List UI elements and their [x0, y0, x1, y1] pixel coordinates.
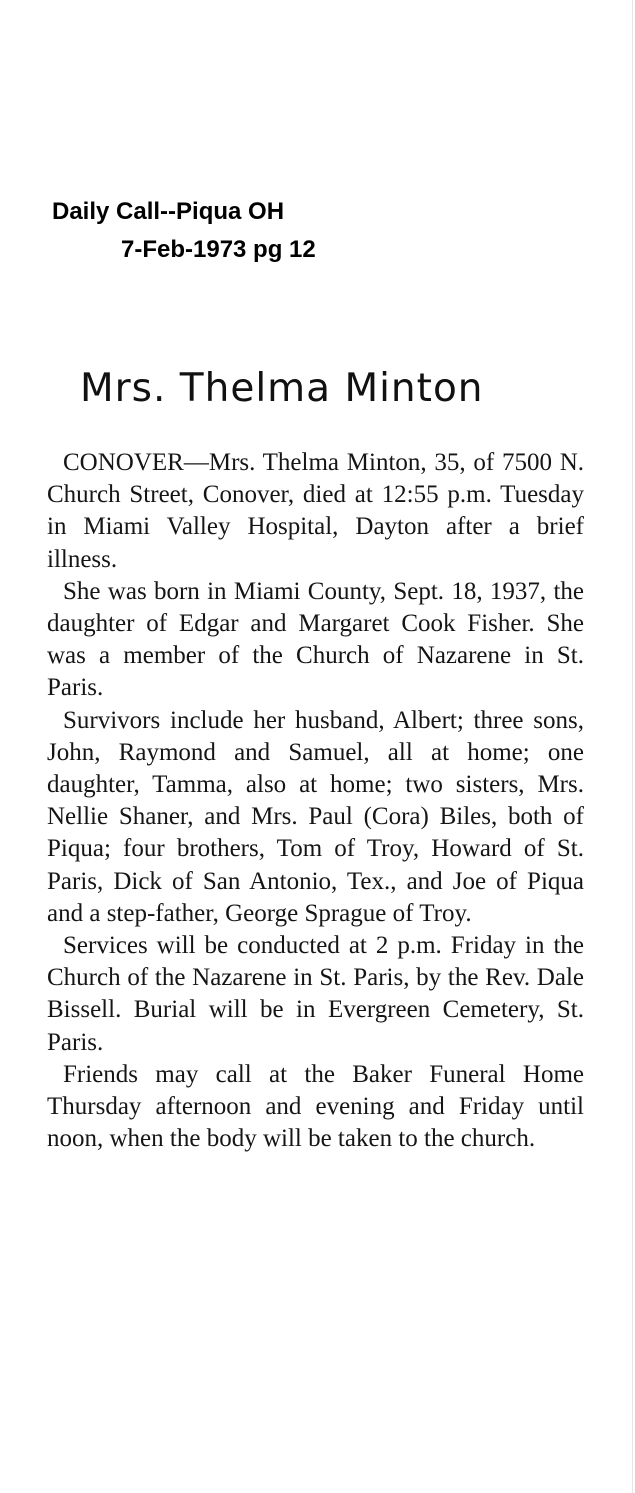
obituary-paragraph-survivors: Survivors include her husband, Albert; three sons, John, Raymond and Samuel, all at home; one daughter, Tamma, also at home; two sisters, Mrs. Nellie Shaner, and Mrs. Paul (Cora) Biles, both of Piqua; four brothers, Tom of Troy, Howard of St. Paris, Dick of San Antonio, Tex., and Joe of Piqua and a step-father, George Sprague of Troy.: [47, 706, 584, 927]
scan-edge-line: [632, 0, 633, 1493]
obituary-paragraph-birth: She was born in Miami County, Sept. 18, 1937, the daughter of Edgar and Margaret Cook Fisher. She was a member of the Church of Nazarene in St. Paris.: [47, 577, 584, 702]
source-date-page: 7-Feb-1973 pg 12: [121, 236, 316, 263]
obituary-paragraph-death-notice: CONOVER—Mrs. Thelma Minton, 35, of 7500 N. Church Street, Conover, died at 12:55 p.m. Tuesday in Miami Valley Hospital, Dayton after a brief illness.: [47, 449, 584, 573]
obituary-paragraph-visitation: Friends may call at the Baker Funeral Home Thursday afternoon and evening and Friday until noon, when the body will be taken to the church.: [47, 1060, 584, 1153]
obituary-paragraph-services: Services will be conducted at 2 p.m. Friday in the Church of the Nazarene in St. Paris, by the Rev. Dale Bissell. Burial will be in Evergreen Cemetery, St. Paris.: [47, 932, 584, 1056]
source-publication: Daily Call--Piqua OH: [52, 198, 285, 225]
obituary-headline: Mrs. Thelma Minton: [80, 366, 484, 411]
obituary-body: [47, 447, 584, 1155]
